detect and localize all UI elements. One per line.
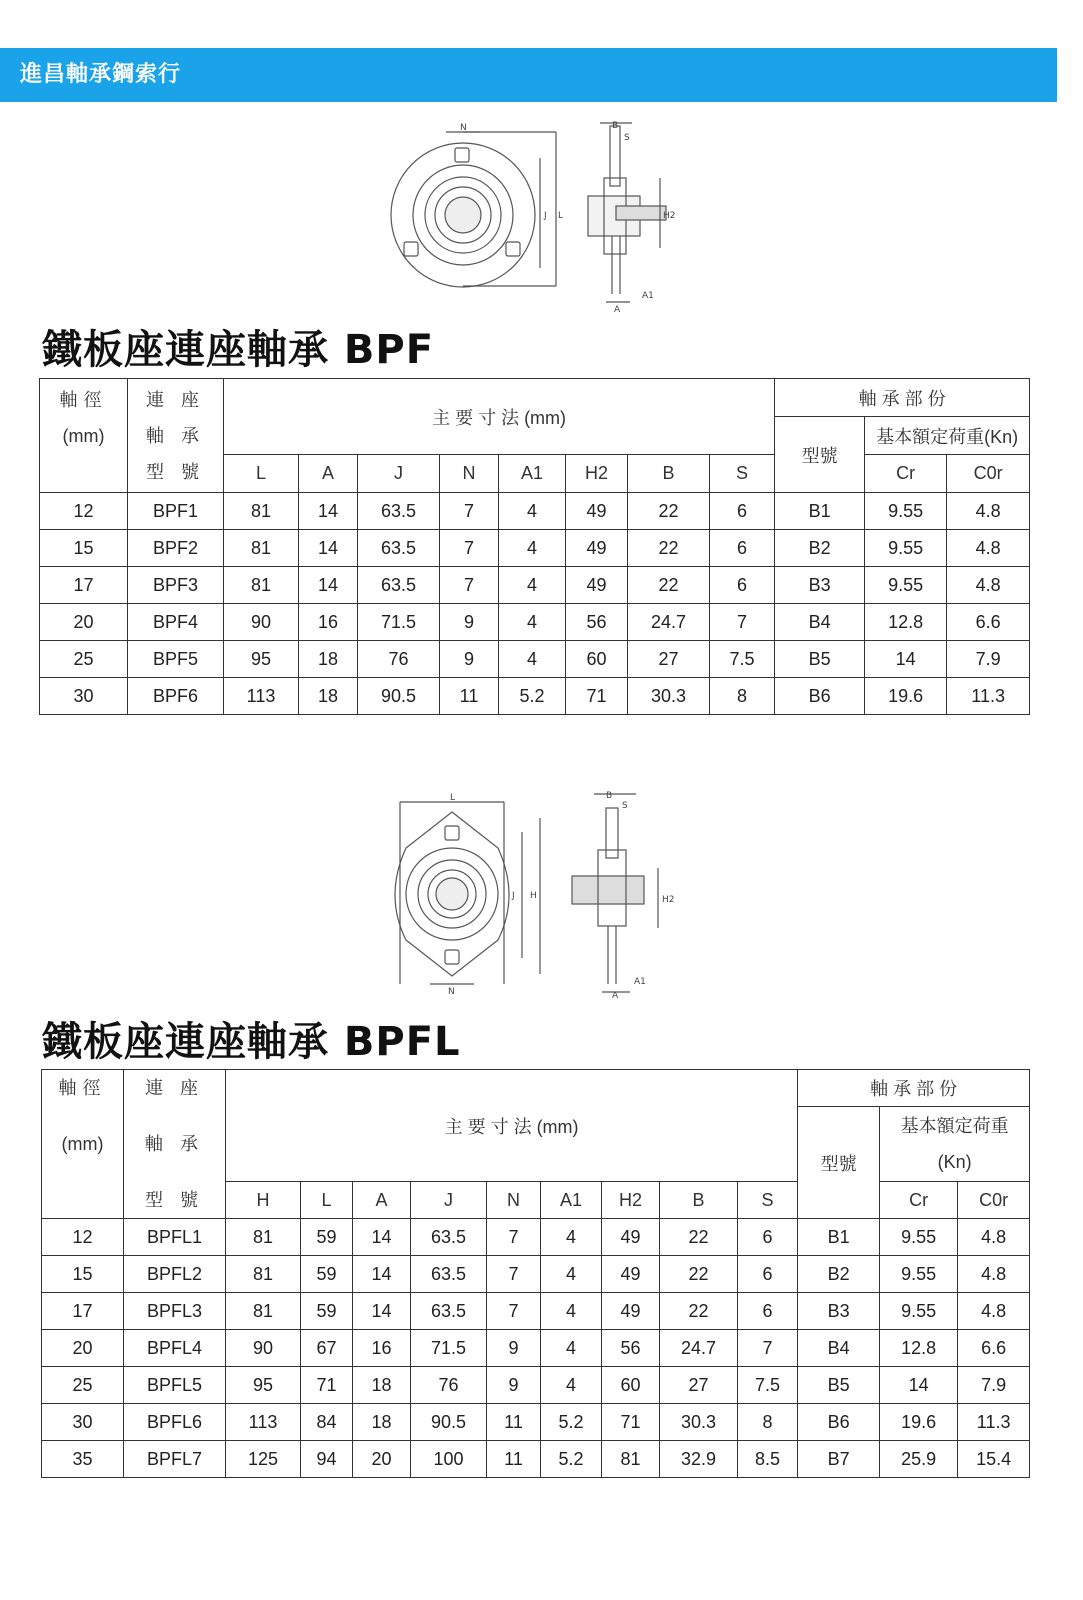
bpfl-drawing-label-n: N [448, 987, 455, 997]
bpfl-cell: 7 [487, 1293, 541, 1330]
bpf-cell: 30 [40, 678, 128, 715]
bpfl-cell: 20 [42, 1330, 124, 1367]
bpf-cell: 7 [710, 604, 775, 641]
bpfl-col-b: B [660, 1182, 738, 1219]
bpfl-cell: BPFL4 [124, 1330, 226, 1367]
bpfl-cell: 9.55 [880, 1293, 958, 1330]
bpf-drawing-label-n: N [460, 123, 467, 133]
bpf-header-unit-line3: 型 號 [145, 461, 205, 482]
bpf-cell: 4 [499, 604, 566, 641]
bpfl-cell: 4 [541, 1256, 602, 1293]
bpfl-cell: 9 [487, 1330, 541, 1367]
bpf-cell: 71 [566, 678, 628, 715]
bpfl-cell: 6 [738, 1219, 798, 1256]
bpfl-header-shaft [42, 1070, 124, 1219]
bpfl-cell: 63.5 [411, 1293, 487, 1330]
bpfl-cell: BPFL1 [124, 1219, 226, 1256]
bpfl-cell: 4.8 [958, 1219, 1030, 1256]
bpfl-cell: 9.55 [880, 1219, 958, 1256]
bpf-cell: 14 [299, 567, 358, 604]
bpf-header-shaft-unit: (mm) [62, 425, 105, 446]
bpfl-header-shaft-unit: (mm) [61, 1134, 104, 1154]
bpfl-table-row [42, 1330, 1030, 1367]
bpfl-col-l: L [301, 1182, 353, 1219]
bpf-drawing-label-a: A [614, 305, 621, 314]
bpfl-cell: B4 [798, 1330, 880, 1367]
bpf-cell: 9 [440, 641, 499, 678]
bpfl-cell: 18 [353, 1367, 411, 1404]
bpf-cell: 6 [710, 530, 775, 567]
bpf-cell: 81 [224, 567, 299, 604]
company-banner [0, 48, 1057, 102]
bpf-cell: 95 [224, 641, 299, 678]
bpfl-table-row [42, 1219, 1030, 1256]
bpfl-header-unit [124, 1070, 226, 1219]
bpf-col-s: S [710, 455, 775, 493]
bpf-col-cr: Cr [865, 455, 947, 493]
bpfl-cell: 22 [660, 1219, 738, 1256]
bpfl-cell: 8 [738, 1404, 798, 1441]
bpfl-cell: 63.5 [411, 1219, 487, 1256]
bpf-cell: B4 [775, 604, 865, 641]
bpfl-cell: 81 [226, 1256, 301, 1293]
bpfl-cell: 14 [353, 1219, 411, 1256]
bpf-cell: 11.3 [947, 678, 1030, 715]
bpf-cell: 4.8 [947, 493, 1030, 530]
bpf-cell: 63.5 [358, 530, 440, 567]
bpfl-cell: 19.6 [880, 1404, 958, 1441]
bpfl-cell: 11.3 [958, 1404, 1030, 1441]
bpfl-cell: 49 [602, 1256, 660, 1293]
bpfl-col-j: J [411, 1182, 487, 1219]
bpfl-header-unit-line1: 連 座 [144, 1078, 204, 1098]
bpfl-cell: 90.5 [411, 1404, 487, 1441]
bpf-col-a: A [299, 455, 358, 493]
bpf-header-shaft [40, 379, 128, 493]
bpf-cell: 6 [710, 493, 775, 530]
bpf-drawing-label-j: J [544, 211, 547, 221]
bpfl-cell: 94 [301, 1441, 353, 1478]
bpf-cell: 4 [499, 530, 566, 567]
bpf-table-row [40, 567, 1030, 604]
bpf-header-bearing-part: 軸 承 部 份 [775, 379, 1030, 417]
bpf-cell: 81 [224, 493, 299, 530]
bpfl-header-unit-line2: 軸 承 [144, 1134, 204, 1154]
bpf-cell: 4 [499, 493, 566, 530]
bpfl-cell: 30 [42, 1404, 124, 1441]
bpfl-cell: 4.8 [958, 1293, 1030, 1330]
bpfl-header-model: 型號 [798, 1107, 880, 1219]
bpf-cell: 18 [299, 678, 358, 715]
company-name: 進昌軸承鋼索行 [20, 62, 182, 87]
bpfl-cell: 63.5 [411, 1256, 487, 1293]
bpfl-col-a1: A1 [541, 1182, 602, 1219]
bpf-cell: 81 [224, 530, 299, 567]
bpf-drawing-label-h2: H2 [663, 211, 676, 221]
bpfl-drawing-label-h: H [530, 891, 537, 901]
bpfl-cell: 4 [541, 1330, 602, 1367]
bpfl-cell: 17 [42, 1293, 124, 1330]
bpfl-cell: 100 [411, 1441, 487, 1478]
bpfl-cell: 81 [226, 1293, 301, 1330]
bpfl-cell: 24.7 [660, 1330, 738, 1367]
bpfl-cell: BPFL5 [124, 1367, 226, 1404]
bpf-cell: 4.8 [947, 530, 1030, 567]
bpf-cell: 14 [299, 530, 358, 567]
bpfl-cell: 60 [602, 1367, 660, 1404]
bpfl-cell: 35 [42, 1441, 124, 1478]
bpfl-header-unit-line3: 型 號 [144, 1190, 204, 1210]
bpf-cell: 24.7 [628, 604, 710, 641]
bpfl-header-load-rating-line2: (Kn) [937, 1152, 972, 1172]
bpf-cell: 7.9 [947, 641, 1030, 678]
bpf-cell: 71.5 [358, 604, 440, 641]
bpfl-cell: 49 [602, 1219, 660, 1256]
bpf-cell: 9.55 [865, 493, 947, 530]
bpfl-drawing-label-a: A [612, 991, 619, 998]
bpfl-cell: 14 [353, 1293, 411, 1330]
bpf-cell: 9 [440, 604, 499, 641]
bpf-header-load-rating: 基本額定荷重(Kn) [865, 417, 1030, 455]
bpfl-cell: 14 [353, 1256, 411, 1293]
bpf-cell: 25 [40, 641, 128, 678]
bpf-technical-drawing [380, 118, 700, 314]
bpfl-cell: 59 [301, 1219, 353, 1256]
bpf-cell: 12.8 [865, 604, 947, 641]
bpf-cell: 49 [566, 493, 628, 530]
bpf-cell: 76 [358, 641, 440, 678]
bpfl-col-c0r: C0r [958, 1182, 1030, 1219]
bpf-table-body [40, 493, 1030, 715]
bpf-cell: 90 [224, 604, 299, 641]
bpfl-cell: 125 [226, 1441, 301, 1478]
bpfl-table-body [42, 1219, 1030, 1478]
bpfl-col-a: A [353, 1182, 411, 1219]
bpfl-spec-table [41, 1069, 1030, 1478]
bpfl-cell: BPFL7 [124, 1441, 226, 1478]
bpf-cell: B2 [775, 530, 865, 567]
bpfl-cell: 84 [301, 1404, 353, 1441]
bpf-cell: 49 [566, 567, 628, 604]
bpf-cell: 6.6 [947, 604, 1030, 641]
bpfl-cell: 71 [602, 1404, 660, 1441]
bpfl-cell: 5.2 [541, 1441, 602, 1478]
bpf-cell: B3 [775, 567, 865, 604]
bpfl-cell: 7.5 [738, 1367, 798, 1404]
bpf-cell: 9.55 [865, 567, 947, 604]
bpfl-cell: 8.5 [738, 1441, 798, 1478]
bpfl-cell: 6 [738, 1293, 798, 1330]
bpfl-table-row [42, 1441, 1030, 1478]
bpfl-drawing-label-s: S [622, 801, 628, 811]
bpf-table-row [40, 678, 1030, 715]
bpfl-cell: 7 [487, 1256, 541, 1293]
bpfl-cell: 4 [541, 1219, 602, 1256]
bpf-cell: 17 [40, 567, 128, 604]
bpfl-cell: 71 [301, 1367, 353, 1404]
bpfl-cell: 14 [880, 1367, 958, 1404]
bpfl-drawing-label-j: J [512, 891, 515, 901]
bpfl-cell: 22 [660, 1293, 738, 1330]
bpfl-cell: 90 [226, 1330, 301, 1367]
bpfl-cell: 9 [487, 1367, 541, 1404]
bpf-cell: 18 [299, 641, 358, 678]
bpf-cell: 90.5 [358, 678, 440, 715]
bpf-cell: 6 [710, 567, 775, 604]
bpfl-cell: 9.55 [880, 1256, 958, 1293]
bpfl-cell: 22 [660, 1256, 738, 1293]
bpfl-cell: BPFL6 [124, 1404, 226, 1441]
bpf-cell: 49 [566, 530, 628, 567]
bpfl-header-shaft-label: 軸徑 [58, 1078, 107, 1098]
bpfl-cell: 5.2 [541, 1404, 602, 1441]
bpf-cell: 20 [40, 604, 128, 641]
bpf-cell: B5 [775, 641, 865, 678]
bpf-cell: 22 [628, 567, 710, 604]
bpf-col-h2: H2 [566, 455, 628, 493]
bpf-cell: BPF2 [128, 530, 224, 567]
bpf-header-unit-line2: 軸 承 [145, 425, 205, 446]
bpfl-cell: 56 [602, 1330, 660, 1367]
bpfl-header-load-rating-line1: 基本額定荷重 [900, 1116, 1009, 1136]
bpfl-cell: 6.6 [958, 1330, 1030, 1367]
bpfl-cell: 113 [226, 1404, 301, 1441]
bpf-cell: 63.5 [358, 493, 440, 530]
bpfl-table-row [42, 1256, 1030, 1293]
bpf-col-l: L [224, 455, 299, 493]
bpf-drawing-label-a1: A1 [642, 291, 654, 301]
bpf-cell: B6 [775, 678, 865, 715]
bpfl-cell: 11 [487, 1441, 541, 1478]
bpfl-cell: 76 [411, 1367, 487, 1404]
bpfl-cell: 49 [602, 1293, 660, 1330]
bpfl-table-row [42, 1293, 1030, 1330]
bpf-cell: BPF1 [128, 493, 224, 530]
bpfl-drawing-label-a1: A1 [634, 977, 646, 987]
bpf-drawing-label-b: B [612, 121, 619, 131]
bpf-drawing-label-s: S [624, 133, 630, 143]
bpfl-col-h2: H2 [602, 1182, 660, 1219]
bpfl-cell: 6 [738, 1256, 798, 1293]
bpf-cell: 7 [440, 530, 499, 567]
bpfl-col-n: N [487, 1182, 541, 1219]
bpf-cell: 4 [499, 641, 566, 678]
bpf-cell: 19.6 [865, 678, 947, 715]
bpf-header-main-dims: 主 要 寸 法 (mm) [224, 379, 775, 455]
bpfl-cell: B7 [798, 1441, 880, 1478]
bpf-cell: 8 [710, 678, 775, 715]
bpfl-cell: B6 [798, 1404, 880, 1441]
bpf-cell: 11 [440, 678, 499, 715]
bpfl-cell: 59 [301, 1256, 353, 1293]
bpf-cell: 7.5 [710, 641, 775, 678]
bpfl-cell: B3 [798, 1293, 880, 1330]
bpf-header-shaft-label: 軸徑 [59, 389, 108, 410]
bpfl-drawing-label-l: L [450, 793, 456, 803]
bpfl-cell: 95 [226, 1367, 301, 1404]
bpf-cell: 7 [440, 493, 499, 530]
bpf-cell: 16 [299, 604, 358, 641]
bpf-cell: 22 [628, 493, 710, 530]
bpf-cell: BPF3 [128, 567, 224, 604]
bpf-cell: BPF4 [128, 604, 224, 641]
bpfl-cell: 12.8 [880, 1330, 958, 1367]
bpfl-cell: B2 [798, 1256, 880, 1293]
bpfl-cell: BPFL3 [124, 1293, 226, 1330]
bpfl-cell: 7 [738, 1330, 798, 1367]
bpfl-cell: B1 [798, 1219, 880, 1256]
bpfl-col-h: H [226, 1182, 301, 1219]
bpfl-cell: 18 [353, 1404, 411, 1441]
bpfl-cell: B5 [798, 1367, 880, 1404]
bpfl-header-bearing-part: 軸 承 部 份 [798, 1070, 1030, 1107]
bpf-table-row [40, 493, 1030, 530]
bpf-cell: 113 [224, 678, 299, 715]
bpfl-cell: 15 [42, 1256, 124, 1293]
bpf-header-unit-line1: 連 座 [145, 389, 205, 410]
bpfl-col-cr: Cr [880, 1182, 958, 1219]
bpf-cell: 14 [865, 641, 947, 678]
bpf-col-b: B [628, 455, 710, 493]
bpf-cell: 27 [628, 641, 710, 678]
bpf-col-n: N [440, 455, 499, 493]
bpfl-drawing-label-h2: H2 [662, 895, 675, 905]
bpf-cell: 22 [628, 530, 710, 567]
bpfl-cell: 7.9 [958, 1367, 1030, 1404]
bpf-cell: 9.55 [865, 530, 947, 567]
bpfl-header-load-rating [880, 1107, 1030, 1182]
bpf-cell: 4 [499, 567, 566, 604]
bpfl-cell: 7 [487, 1219, 541, 1256]
bpf-cell: 15 [40, 530, 128, 567]
bpf-header-model: 型號 [775, 417, 865, 493]
bpf-cell: 12 [40, 493, 128, 530]
bpfl-col-s: S [738, 1182, 798, 1219]
bpf-cell: 63.5 [358, 567, 440, 604]
bpf-cell: 14 [299, 493, 358, 530]
bpf-header-unit [128, 379, 224, 493]
bpfl-cell: 4 [541, 1293, 602, 1330]
bpfl-cell: 4.8 [958, 1256, 1030, 1293]
bpf-cell: 56 [566, 604, 628, 641]
bpf-spec-table [39, 378, 1030, 715]
bpfl-section-title: 鐵板座連座軸承 BPFL [42, 1019, 461, 1065]
bpfl-cell: 81 [602, 1441, 660, 1478]
bpfl-cell: 30.3 [660, 1404, 738, 1441]
bpfl-cell: 71.5 [411, 1330, 487, 1367]
bpfl-cell: 15.4 [958, 1441, 1030, 1478]
bpf-table-row [40, 530, 1030, 567]
bpfl-cell: 27 [660, 1367, 738, 1404]
bpf-cell: 5.2 [499, 678, 566, 715]
bpf-cell: 4.8 [947, 567, 1030, 604]
bpf-cell: 7 [440, 567, 499, 604]
bpf-table-row [40, 641, 1030, 678]
bpf-cell: B1 [775, 493, 865, 530]
bpfl-cell: 81 [226, 1219, 301, 1256]
bpf-drawing-label-l: L [558, 211, 564, 221]
bpfl-cell: 4 [541, 1367, 602, 1404]
bpfl-header-main-dims: 主 要 寸 法 (mm) [226, 1070, 798, 1182]
bpf-cell: BPF6 [128, 678, 224, 715]
bpfl-cell: BPFL2 [124, 1256, 226, 1293]
bpf-cell: BPF5 [128, 641, 224, 678]
bpfl-cell: 67 [301, 1330, 353, 1367]
bpfl-technical-drawing [390, 788, 690, 998]
bpfl-cell: 32.9 [660, 1441, 738, 1478]
bpf-cell: 30.3 [628, 678, 710, 715]
bpfl-cell: 11 [487, 1404, 541, 1441]
bpfl-cell: 25.9 [880, 1441, 958, 1478]
bpf-col-a1: A1 [499, 455, 566, 493]
bpfl-cell: 59 [301, 1293, 353, 1330]
bpf-table-row [40, 604, 1030, 641]
bpf-col-j: J [358, 455, 440, 493]
bpfl-table-row [42, 1404, 1030, 1441]
bpfl-cell: 25 [42, 1367, 124, 1404]
bpf-cell: 60 [566, 641, 628, 678]
bpfl-drawing-label-b: B [606, 791, 613, 801]
bpfl-table-row [42, 1367, 1030, 1404]
bpf-section-title: 鐵板座連座軸承 BPF [42, 327, 435, 373]
bpfl-cell: 16 [353, 1330, 411, 1367]
bpf-col-c0r: C0r [947, 455, 1030, 493]
bpfl-cell: 20 [353, 1441, 411, 1478]
bpfl-cell: 12 [42, 1219, 124, 1256]
